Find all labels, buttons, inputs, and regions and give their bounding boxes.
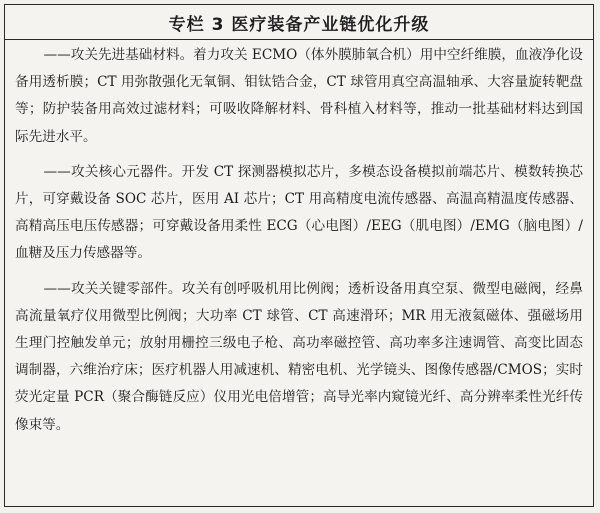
paragraph-parts: ——攻关关键零部件。攻关有创呼吸机用比例阀；透析设备用真空泵、微型电磁阀，经鼻高流量氧疗仪用微型比例阀；大功率 CT 球管、CT 高速滑环；MR 用无液氦磁体、强磁场用生理门控触发单元；放射用栅控三级电子枪、高功率磁控管、高功率多注速调管、高变比固态调制器，六维治疗床；医疗机器人用减速机、精密电机、光学镜头、图像传感器/CMOS；实时荧光定量 PCR（聚合酶链反应）仪用光电倍增管；高导光率内窥镜光纤、高分辨率柔性光纤传像束等。: [15, 280, 583, 433]
paragraph-components: ——攻关核心元器件。开发 CT 探测器模拟芯片，多模态设备模拟前端芯片、模数转换芯片，可穿戴设备 SOC 芯片，医用 AI 芯片；CT 用高精度电流传感器、高温高精温度传感器、高精高压电压传感器；可穿戴设备用柔性 ECG（心电图）/EEG（肌电图）/EMG（脑电图）/血糖及压力传感器等。: [15, 163, 583, 262]
title-divider: [5, 39, 593, 40]
column-body: [15, 42, 583, 447]
paragraph-materials: ——攻关先进基础材料。着力攻关 ECMO（体外膜肺氧合机）用中空纤维膜，血液净化设备用透析膜；CT 用弥散强化无氧铜、钼钛锆合金，CT 球管用真空高温轴承、大容量旋转靶盘等；防护装备用高效过滤材料；可吸收降解材料、骨科植入材料等，推动一批基础材料达到国际先进水平。: [15, 47, 583, 145]
column-title: 专栏 3 医疗装备产业链优化升级: [168, 14, 430, 35]
column-box: [4, 4, 594, 507]
